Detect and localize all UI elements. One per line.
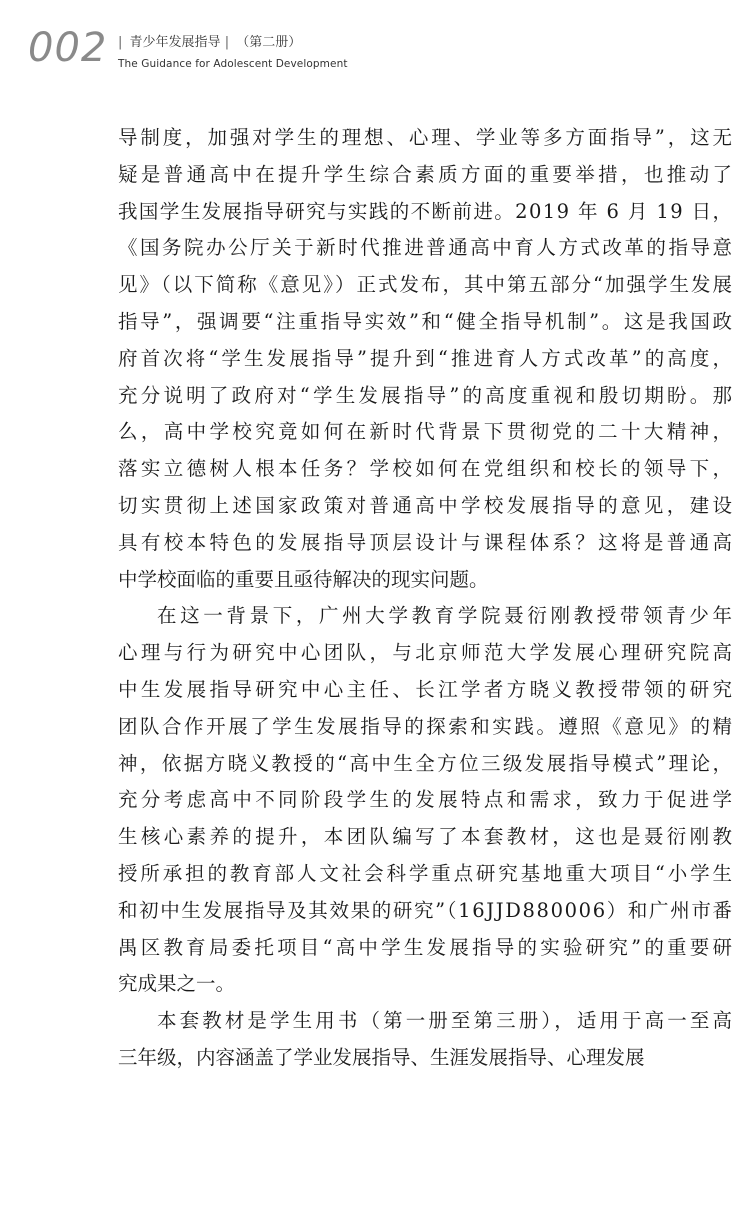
text-line: 充分考虑高中不同阶段学生的发展特点和需求，致力于促进学	[118, 788, 736, 812]
book-subtitle-english: The Guidance for Adolescent Development	[118, 58, 348, 70]
running-head	[118, 34, 348, 72]
book-title: 青少年发展指导	[129, 35, 221, 50]
text-line: 么，高中学校究竟如何在新时代背景下贯彻党的二十大精神，	[118, 420, 736, 444]
text-line: 中学校面临的重要且亟待解决的现实问题。	[118, 567, 489, 591]
page-number: 002	[28, 25, 108, 71]
text-line: 指导”，强调要“注重指导实效”和“健全指导机制”。这是我国政	[118, 309, 735, 333]
text-line: 究成果之一。	[118, 972, 236, 996]
text-line: 和初中生发展指导及其效果的研究”（16JJD880006）和广州市番	[118, 898, 734, 922]
text-line: 疑是普通高中在提升学生综合素质方面的重要举措，也推动了	[118, 162, 736, 186]
text-line: 落实立德树人根本任务？学校如何在党组织和校长的领导下，	[118, 457, 736, 481]
paragraph	[118, 1003, 736, 1077]
text-line: 中生发展指导研究中心主任、长江学者方晓义教授带领的研究	[118, 677, 736, 701]
text-line: 禺区教育局委托项目“高中学生发展指导的实验研究”的重要研	[118, 935, 736, 959]
text-line: 在这一背景下，广州大学教育学院聂衍刚教授带领青少年	[157, 604, 736, 628]
text-line: 授所承担的教育部人文社会科学重点研究基地重大项目“小学生	[118, 861, 735, 885]
text-line: 生核心素养的提升，本团队编写了本套教材，这也是聂衍刚教	[118, 825, 736, 849]
paragraph	[118, 598, 736, 1003]
text-line: 三年级，内容涵盖了学业发展指导、生涯发展指导、心理发展	[118, 1045, 645, 1069]
separator-bar: |	[118, 35, 123, 50]
separator-bar: |	[224, 35, 230, 50]
text-line: 神，依据方晓义教授的“高中生全方位三级发展指导模式”理论，	[118, 751, 735, 775]
body-text	[118, 120, 736, 1077]
text-line: 具有校本特色的发展指导顶层设计与课程体系？这将是普通高	[118, 530, 736, 554]
text-line: 团队合作开展了学生发展指导的探索和实践。遵照《意见》的精	[118, 714, 735, 738]
text-line: 我国学生发展指导研究与实践的不断前进。2019 年 6 月 19 日，	[118, 199, 734, 223]
book-title-line	[118, 34, 348, 52]
text-line: 本套教材是学生用书（第一册至第三册），适用于高一至高	[157, 1009, 736, 1033]
page-header	[28, 26, 728, 76]
text-line: 《国务院办公厅关于新时代推进普通高中育人方式改革的指导意	[118, 236, 735, 260]
text-line: 见》（以下简称《意见》）正式发布，其中第五部分“加强学生发展	[118, 273, 734, 297]
text-line: 充分说明了政府对“学生发展指导”的高度重视和殷切期盼。那	[118, 383, 736, 407]
text-line: 切实贯彻上述国家政策对普通高中学校发展指导的意见，建设	[118, 493, 736, 517]
text-line: 导制度，加强对学生的理想、心理、学业等多方面指导”，这无	[118, 126, 735, 149]
text-line: 府首次将“学生发展指导”提升到“推进育人方式改革”的高度，	[118, 346, 736, 370]
paragraph	[118, 120, 736, 598]
book-volume: （第二册）	[236, 35, 302, 50]
text-line: 心理与行为研究中心团队，与北京师范大学发展心理研究院高	[118, 641, 736, 665]
